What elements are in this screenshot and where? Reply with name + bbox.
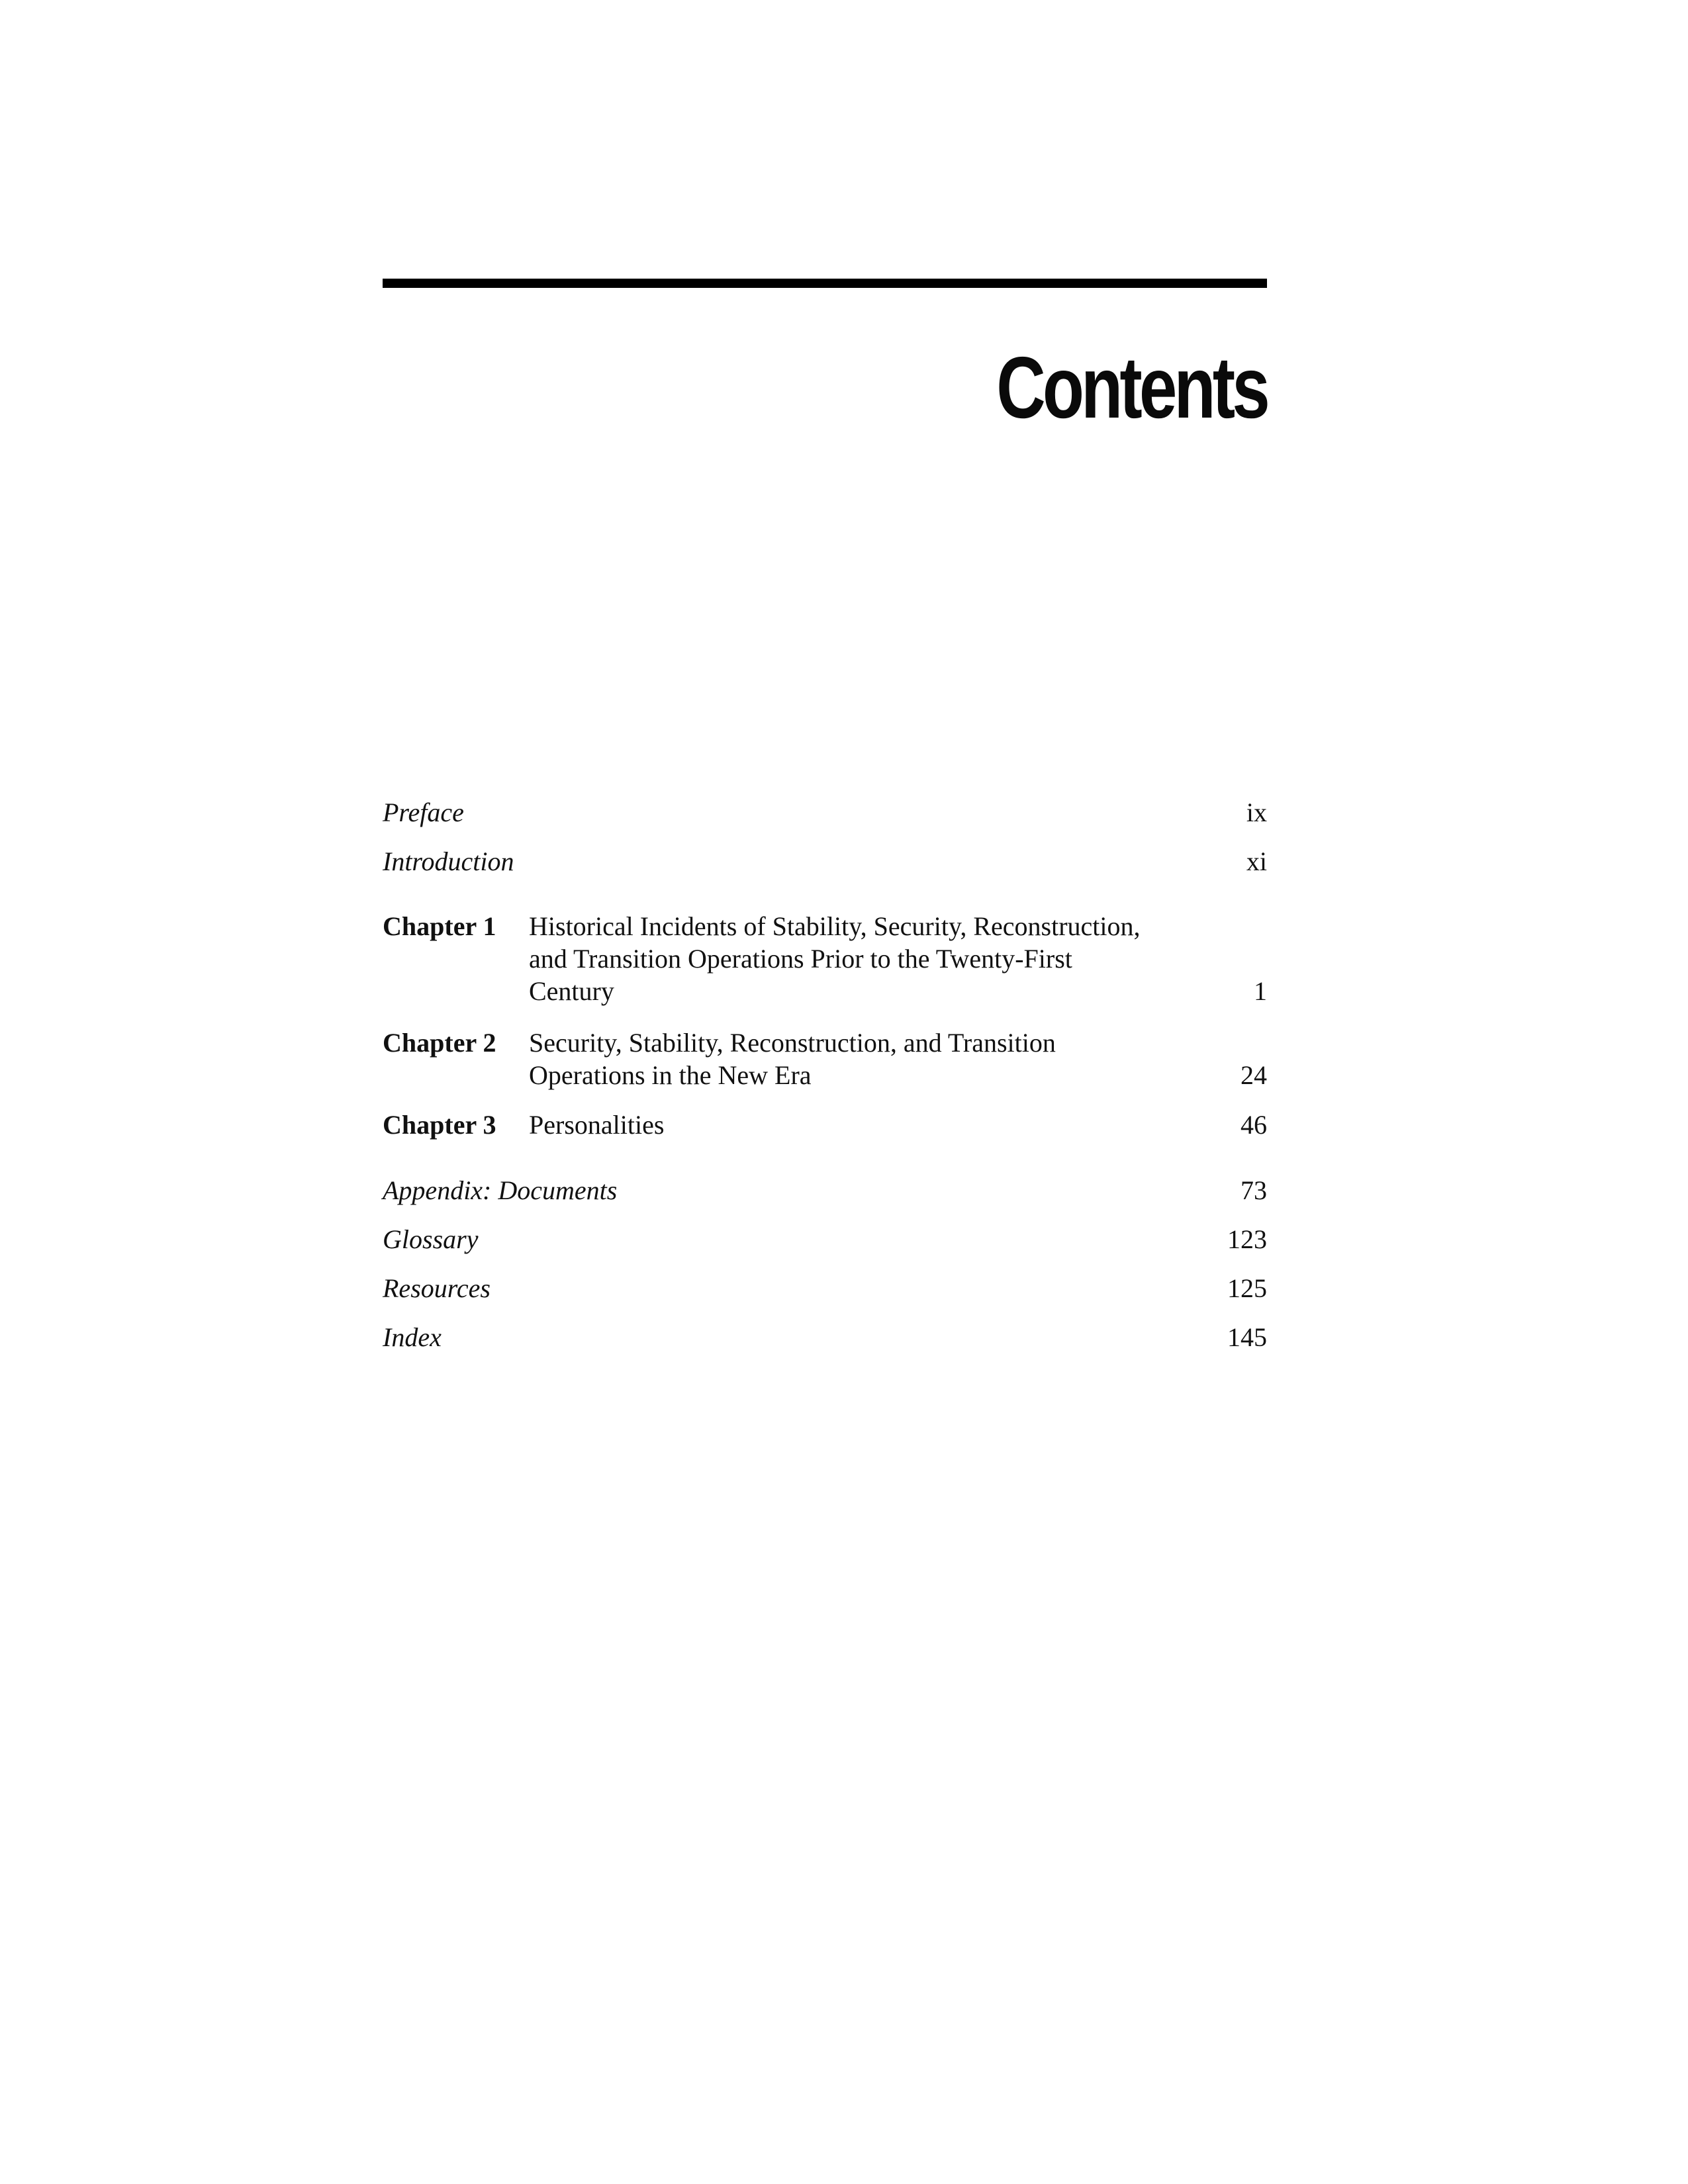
toc-page-number: 1: [1254, 976, 1267, 1006]
toc-page-number: 73: [1241, 1175, 1267, 1205]
toc-page-number: xi: [1246, 846, 1267, 876]
toc-entry-label: Introduction: [383, 846, 514, 876]
toc-page-number: 145: [1227, 1322, 1267, 1352]
chapter-title-line: Historical Incidents of Stability, Security, Reconstruction,: [529, 911, 1141, 941]
chapter-number: Chapter 1: [383, 911, 496, 941]
toc-entry-label: Resources: [383, 1273, 491, 1303]
chapter-title: [529, 910, 1191, 1007]
chapter-title-line: Personalities: [529, 1110, 665, 1140]
chapter-title: [529, 1026, 1191, 1091]
toc-page-number: 46: [1241, 1110, 1267, 1140]
chapter-title-line: Operations in the New Era: [529, 1060, 812, 1090]
chapter-number: Chapter 2: [383, 1028, 496, 1058]
toc-entry-label: Glossary: [383, 1224, 479, 1254]
chapter-title-line: and Transition Operations Prior to the Twenty-First: [529, 944, 1072, 974]
toc-page-number: ix: [1246, 797, 1267, 827]
chapter-title-line: Security, Stability, Reconstruction, and Transition: [529, 1028, 1056, 1058]
toc-entry-label: Appendix: Documents: [383, 1175, 618, 1205]
toc-page-number: 123: [1227, 1224, 1267, 1254]
toc-entry-label: Index: [383, 1322, 442, 1352]
top-rule: [383, 279, 1267, 288]
chapter-title-line: Century: [529, 976, 614, 1006]
toc-page-number: 125: [1227, 1273, 1267, 1303]
toc-entry-label: Preface: [383, 797, 464, 827]
page-title: Contents: [996, 339, 1267, 436]
toc-page-number: 24: [1241, 1060, 1267, 1090]
chapter-title: [529, 1109, 1191, 1141]
chapter-number: Chapter 3: [383, 1110, 496, 1140]
